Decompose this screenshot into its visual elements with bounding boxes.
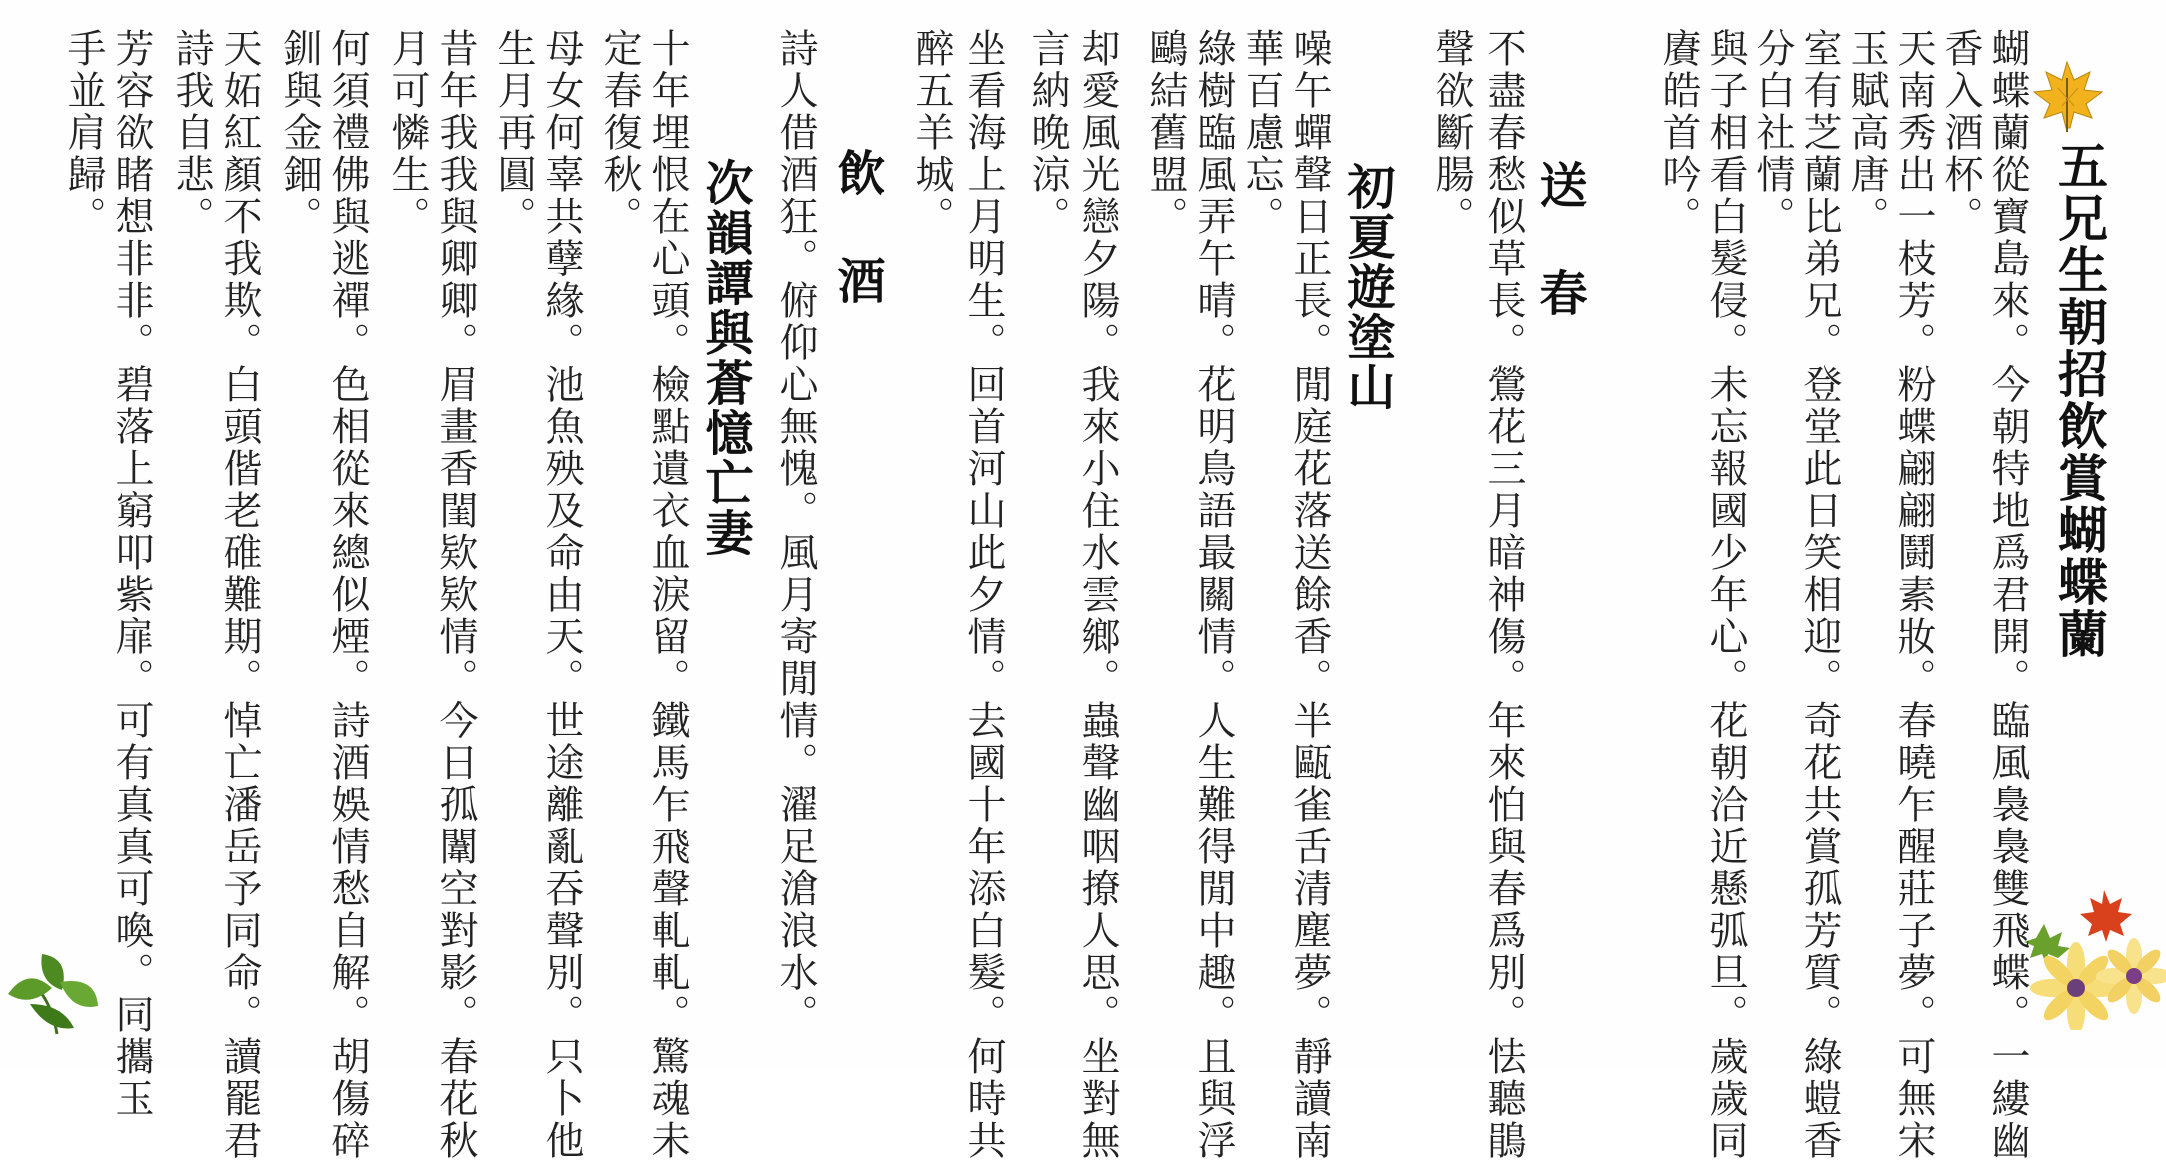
poem-line: 醉五羊城。: [909, 28, 954, 238]
poem-title: 初夏遊塗山: [1339, 162, 1395, 412]
poem-line: 芳容欲睹想非非。碧落上窮叩紫扉。可有真真可喚。同攜玉: [109, 28, 154, 1120]
poem-line: 坐看海上月明生。回首河山此夕情。去國十年添白髮。何時共: [961, 28, 1006, 1162]
poem-line: 手並肩歸。: [61, 28, 106, 238]
poem-line: 鷗結舊盟。: [1143, 28, 1188, 238]
poem-line: 與子相看白髮侵。未忘報國少年心。花朝洽近懸弧旦。歲歲同: [1703, 28, 1748, 1162]
poem-line: 天妬紅顏不我欺。白頭偕老碓難期。悼亡潘岳予同命。讀罷君: [217, 28, 262, 1162]
poem-line: 言納晚涼。: [1025, 28, 1070, 238]
poem-line: 蝴蝶蘭從寶島來。今朝特地爲君開。臨風裊裊雙飛蝶。一縷幽: [1985, 28, 2030, 1162]
poem-line: 月可憐生。: [385, 28, 430, 238]
poem-line: 母女何辜共孽緣。池魚殃及命由天。世途離亂吞聲別。只卜他: [539, 28, 584, 1162]
poem-line: 釧與金鈿。: [277, 28, 322, 238]
poem-line: 却愛風光戀夕陽。我來小住水雲鄉。蟲聲幽咽撩人思。坐對無: [1075, 28, 1120, 1162]
poem-line: 玉賦高唐。: [1844, 28, 1889, 238]
poem-line: 詩人借酒狂。俯仰心無愧。風月寄閒情。濯足滄浪水。: [773, 28, 818, 1036]
poem-line: 生月再圓。: [491, 28, 536, 238]
flower-decoration-icon: [2018, 880, 2166, 1030]
poem-title: 飲酒: [829, 148, 885, 364]
poem-line: 十年埋恨在心頭。檢點遺衣血淚留。鐵馬乍飛聲軋軋。驚魂未: [645, 28, 690, 1162]
poem-title: 送春: [1531, 160, 1587, 376]
maple-leaf-icon: [2028, 58, 2106, 136]
poem-line: 不盡春愁似草長。鶯花三月暗神傷。年來怕與春爲別。怯聽鵑: [1481, 28, 1526, 1162]
poem-line: 詩我自悲。: [169, 28, 214, 238]
poem-line: 分白社情。: [1750, 28, 1795, 238]
poem-line: 定春復秋。: [597, 28, 642, 238]
poem-line: 何須禮佛與逃禪。色相從來總似煙。詩酒娛情愁自解。胡傷碎: [325, 28, 370, 1162]
poem-line: 昔年我我與卿卿。眉畫香閨欵欵情。今日孤闈空對影。春花秋: [433, 28, 478, 1162]
poem-line: 天南秀出一枝芳。粉蝶翩翩鬪素妝。春曉乍醒莊子夢。可無宋: [1891, 28, 1936, 1162]
poem-line: 綠樹臨風弄午晴。花明鳥語最關情。人生難得閒中趣。且與浮: [1191, 28, 1236, 1162]
poem-line: 賡皓首吟。: [1656, 28, 1701, 238]
green-leaves-icon: [2, 942, 112, 1042]
poem-title: 次韻譚與蒼憶亡妻: [697, 158, 753, 558]
poem-line: 噪午蟬聲日正長。閒庭花落送餘香。半甌雀舌清塵夢。靜讀南: [1287, 28, 1332, 1162]
poem-line: 香入酒杯。: [1938, 28, 1983, 238]
poem-line: 聲欲斷腸。: [1429, 28, 1474, 238]
poem-line: 華百慮忘。: [1239, 28, 1284, 238]
poem-line: 室有芝蘭比弟兄。登堂此日笑相迎。奇花共賞孤芳質。綠螘香: [1797, 28, 1842, 1162]
poem-title: 五兄生朝招飲賞蝴蝶蘭: [2050, 140, 2109, 660]
